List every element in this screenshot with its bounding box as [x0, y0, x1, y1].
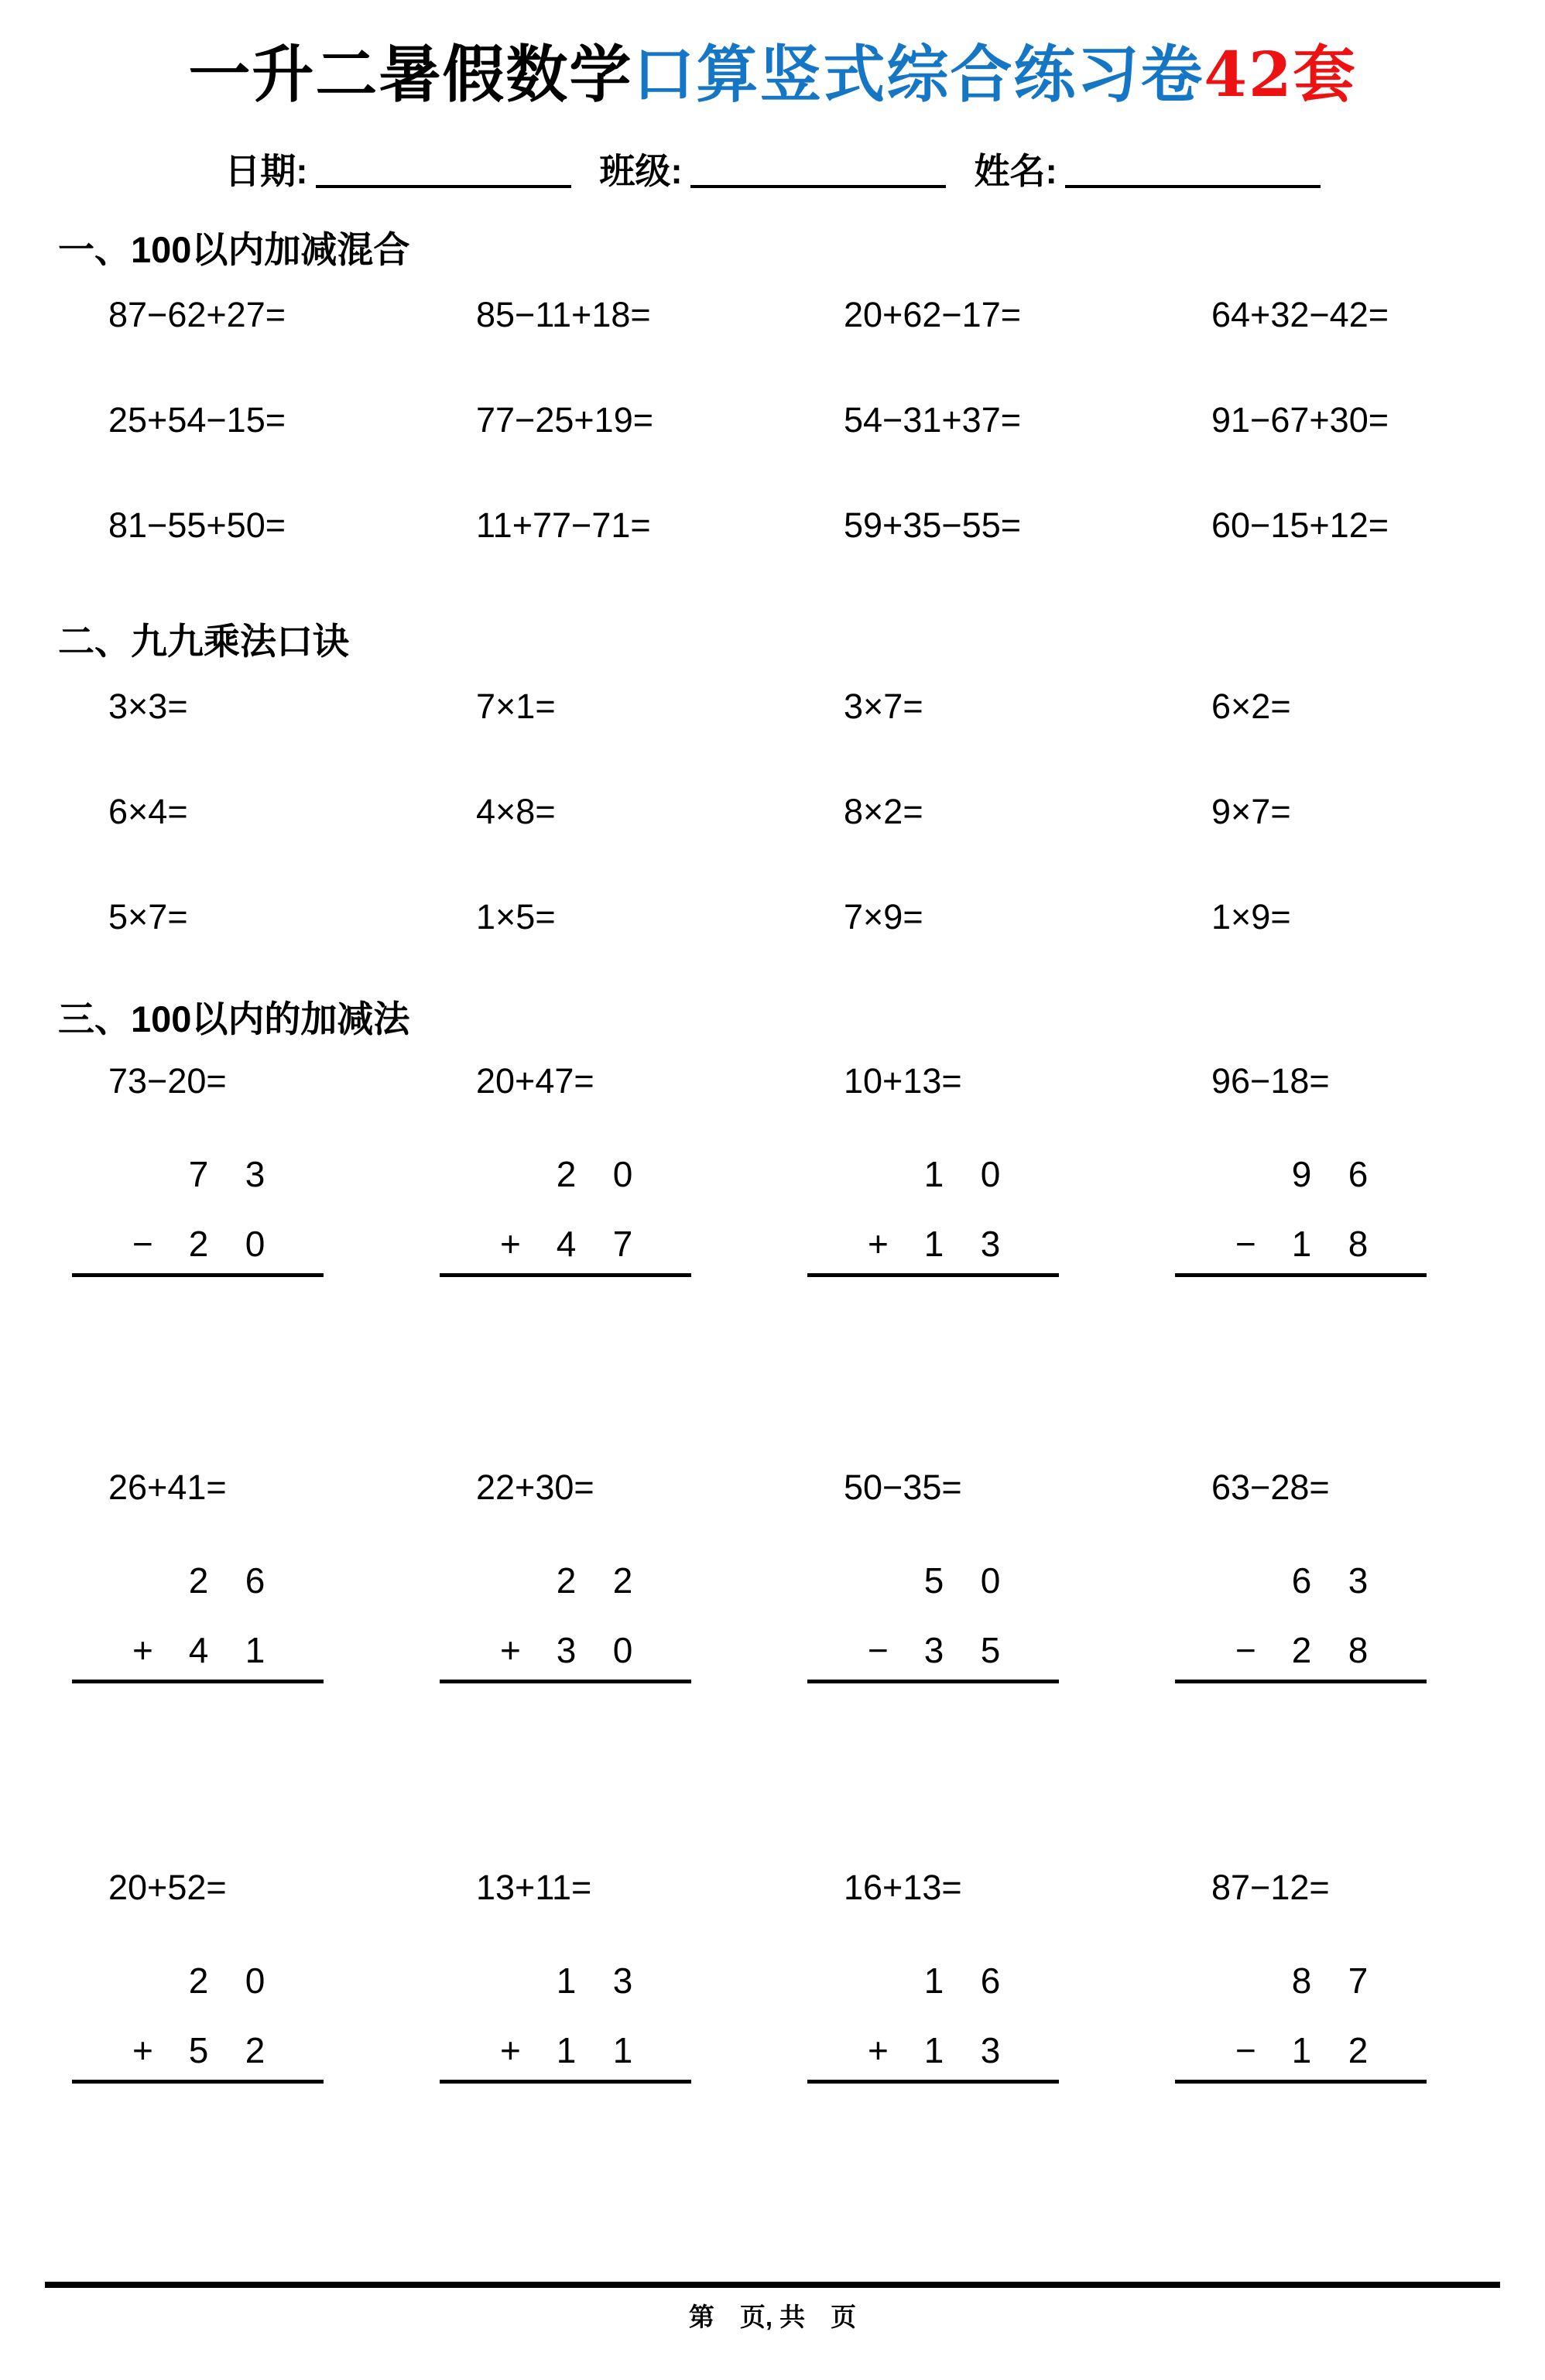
section3-group2-equations — [0, 1467, 1545, 1508]
digit: 2 — [1348, 2030, 1369, 2070]
vertical-problem — [440, 1152, 691, 1277]
class-blank-line — [690, 148, 946, 188]
digit: 0 — [980, 1560, 1001, 1601]
equation: 73−20= — [108, 1061, 227, 1101]
vertical-problem — [1175, 1559, 1427, 1683]
digit: 4 — [556, 1224, 577, 1264]
operator: − — [132, 1224, 153, 1264]
footer-divider — [45, 2282, 1500, 2288]
digit: 1 — [556, 2030, 577, 2070]
answer-line — [1175, 1680, 1427, 1683]
operator: − — [1235, 2030, 1256, 2070]
answer-line — [72, 1273, 324, 1277]
equation: 26+41= — [108, 1467, 227, 1507]
digit: 2 — [1291, 1630, 1312, 1670]
digit: 0 — [612, 1630, 633, 1670]
class-label: 班级: — [599, 151, 683, 191]
equation: 85−11+18= — [476, 295, 651, 334]
digit: 6 — [1291, 1560, 1312, 1601]
vertical-problem — [807, 1959, 1059, 2084]
digit: 1 — [556, 1961, 577, 2001]
digit: 0 — [980, 1154, 1001, 1194]
equation: 64+32−42= — [1211, 295, 1389, 334]
equation: 1×5= — [476, 897, 556, 937]
vertical-problem — [72, 1152, 324, 1277]
equation: 3×7= — [844, 687, 923, 726]
equation: 25+54−15= — [108, 400, 286, 440]
operator: − — [868, 1630, 889, 1670]
digit: 1 — [245, 1630, 265, 1670]
digit: 1 — [923, 1961, 944, 2001]
equation: 13+11= — [476, 1868, 592, 1907]
answer-line — [440, 2080, 691, 2084]
section3-group2-vertical-row — [0, 1559, 1545, 1683]
digit: 2 — [188, 1560, 209, 1601]
answer-line — [807, 1680, 1059, 1683]
digit: 2 — [188, 1961, 209, 2001]
equation: 59+35−55= — [844, 505, 1021, 545]
digit: 5 — [923, 1560, 944, 1601]
equation: 4×8= — [476, 792, 556, 831]
digit: 2 — [612, 1560, 633, 1601]
section1-problems — [0, 295, 1545, 546]
digit: 2 — [188, 1224, 209, 1264]
digit: 6 — [1348, 1154, 1369, 1194]
section3-group3-vertical-row — [0, 1959, 1545, 2084]
digit: 3 — [612, 1961, 633, 2001]
equation: 63−28= — [1211, 1467, 1330, 1507]
title-part-red: 42套 — [1204, 38, 1357, 111]
equation: 1×9= — [1211, 897, 1291, 937]
equation: 20+52= — [108, 1868, 227, 1907]
equation: 54−31+37= — [844, 400, 1021, 440]
vertical-problem — [440, 1559, 691, 1683]
digit: 2 — [245, 2030, 265, 2070]
equation: 6×2= — [1211, 687, 1291, 726]
date-blank-line — [316, 148, 571, 188]
equation: 91−67+30= — [1211, 400, 1389, 440]
footer-page-text: 第 页, 共 页 — [688, 2303, 857, 2331]
digit: 3 — [556, 1630, 577, 1670]
digit: 1 — [612, 2030, 633, 2070]
equation: 8×2= — [844, 792, 923, 831]
operator: − — [1235, 1630, 1256, 1670]
operator: + — [132, 1630, 153, 1670]
digit: 8 — [1348, 1630, 1369, 1670]
vertical-problem — [1175, 1152, 1427, 1277]
answer-line — [1175, 1273, 1427, 1277]
equation: 16+13= — [844, 1868, 962, 1907]
name-blank-line — [1065, 148, 1321, 188]
digit: 0 — [612, 1154, 633, 1194]
info-line — [0, 143, 1545, 194]
equation: 10+13= — [844, 1061, 962, 1101]
page-title — [0, 0, 1545, 114]
section2-problems — [0, 687, 1545, 937]
operator: + — [500, 2030, 521, 2070]
title-part-blue: 口算竖式综合练习卷 — [632, 38, 1204, 111]
equation: 87−12= — [1211, 1868, 1330, 1907]
digit: 7 — [1348, 1961, 1369, 2001]
name-label: 姓名: — [974, 151, 1057, 191]
equation: 7×9= — [844, 897, 923, 937]
answer-line — [807, 2080, 1059, 2084]
equation: 3×3= — [108, 687, 188, 726]
operator: + — [868, 2030, 889, 2070]
operator: + — [132, 2030, 153, 2070]
digit: 0 — [245, 1961, 265, 2001]
equation: 22+30= — [476, 1467, 594, 1507]
section1-heading: 一、100以内加减混合 — [58, 229, 410, 270]
page-footer — [0, 2282, 1545, 2380]
equation: 81−55+50= — [108, 505, 286, 545]
answer-line — [807, 1273, 1059, 1277]
equation: 7×1= — [476, 687, 556, 726]
equation: 20+47= — [476, 1061, 594, 1101]
section3-group1-vertical-row — [0, 1152, 1545, 1277]
digit: 3 — [980, 2030, 1001, 2070]
vertical-problem — [72, 1959, 324, 2084]
operator: + — [500, 1224, 521, 1264]
vertical-problem — [807, 1559, 1059, 1683]
answer-line — [72, 2080, 324, 2084]
equation: 11+77−71= — [476, 505, 651, 545]
answer-line — [1175, 2080, 1427, 2084]
digit: 8 — [1348, 1224, 1369, 1264]
digit: 5 — [980, 1630, 1001, 1670]
digit: 1 — [923, 2030, 944, 2070]
equation: 87−62+27= — [108, 295, 286, 334]
date-label: 日期: — [224, 151, 308, 191]
digit: 7 — [612, 1224, 633, 1264]
digit: 1 — [923, 1154, 944, 1194]
digit: 3 — [980, 1224, 1001, 1264]
answer-line — [440, 1680, 691, 1683]
digit: 8 — [1291, 1961, 1312, 2001]
operator: + — [500, 1630, 521, 1670]
equation: 60−15+12= — [1211, 505, 1389, 545]
equation: 9×7= — [1211, 792, 1291, 831]
equation: 77−25+19= — [476, 400, 653, 440]
digit: 2 — [556, 1560, 577, 1601]
digit: 3 — [245, 1154, 265, 1194]
digit: 7 — [188, 1154, 209, 1194]
title-part-black: 一升二暑假数学 — [188, 38, 633, 111]
answer-line — [72, 1680, 324, 1683]
section3-group1-equations — [0, 1061, 1545, 1101]
vertical-problem — [440, 1959, 691, 2084]
equation: 20+62−17= — [844, 295, 1021, 334]
digit: 0 — [245, 1224, 265, 1264]
digit: 1 — [923, 1224, 944, 1264]
digit: 4 — [188, 1630, 209, 1670]
vertical-problem — [72, 1559, 324, 1683]
digit: 6 — [245, 1560, 265, 1601]
operator: − — [1235, 1224, 1256, 1264]
digit: 2 — [556, 1154, 577, 1194]
digit: 6 — [980, 1961, 1001, 2001]
equation: 5×7= — [108, 897, 188, 937]
section3-group3-equations — [0, 1868, 1545, 1908]
equation: 50−35= — [844, 1467, 962, 1507]
vertical-problem — [1175, 1959, 1427, 2084]
section3-heading: 三、100以内的加减法 — [58, 998, 410, 1039]
digit: 1 — [1291, 1224, 1312, 1264]
section2-heading: 二、九九乘法口诀 — [58, 621, 349, 662]
digit: 5 — [188, 2030, 209, 2070]
equation: 96−18= — [1211, 1061, 1330, 1101]
digit: 1 — [1291, 2030, 1312, 2070]
answer-line — [440, 1273, 691, 1277]
digit: 3 — [923, 1630, 944, 1670]
operator: + — [868, 1224, 889, 1264]
equation: 6×4= — [108, 792, 188, 831]
vertical-problem — [807, 1152, 1059, 1277]
digit: 3 — [1348, 1560, 1369, 1601]
digit: 9 — [1291, 1154, 1312, 1194]
